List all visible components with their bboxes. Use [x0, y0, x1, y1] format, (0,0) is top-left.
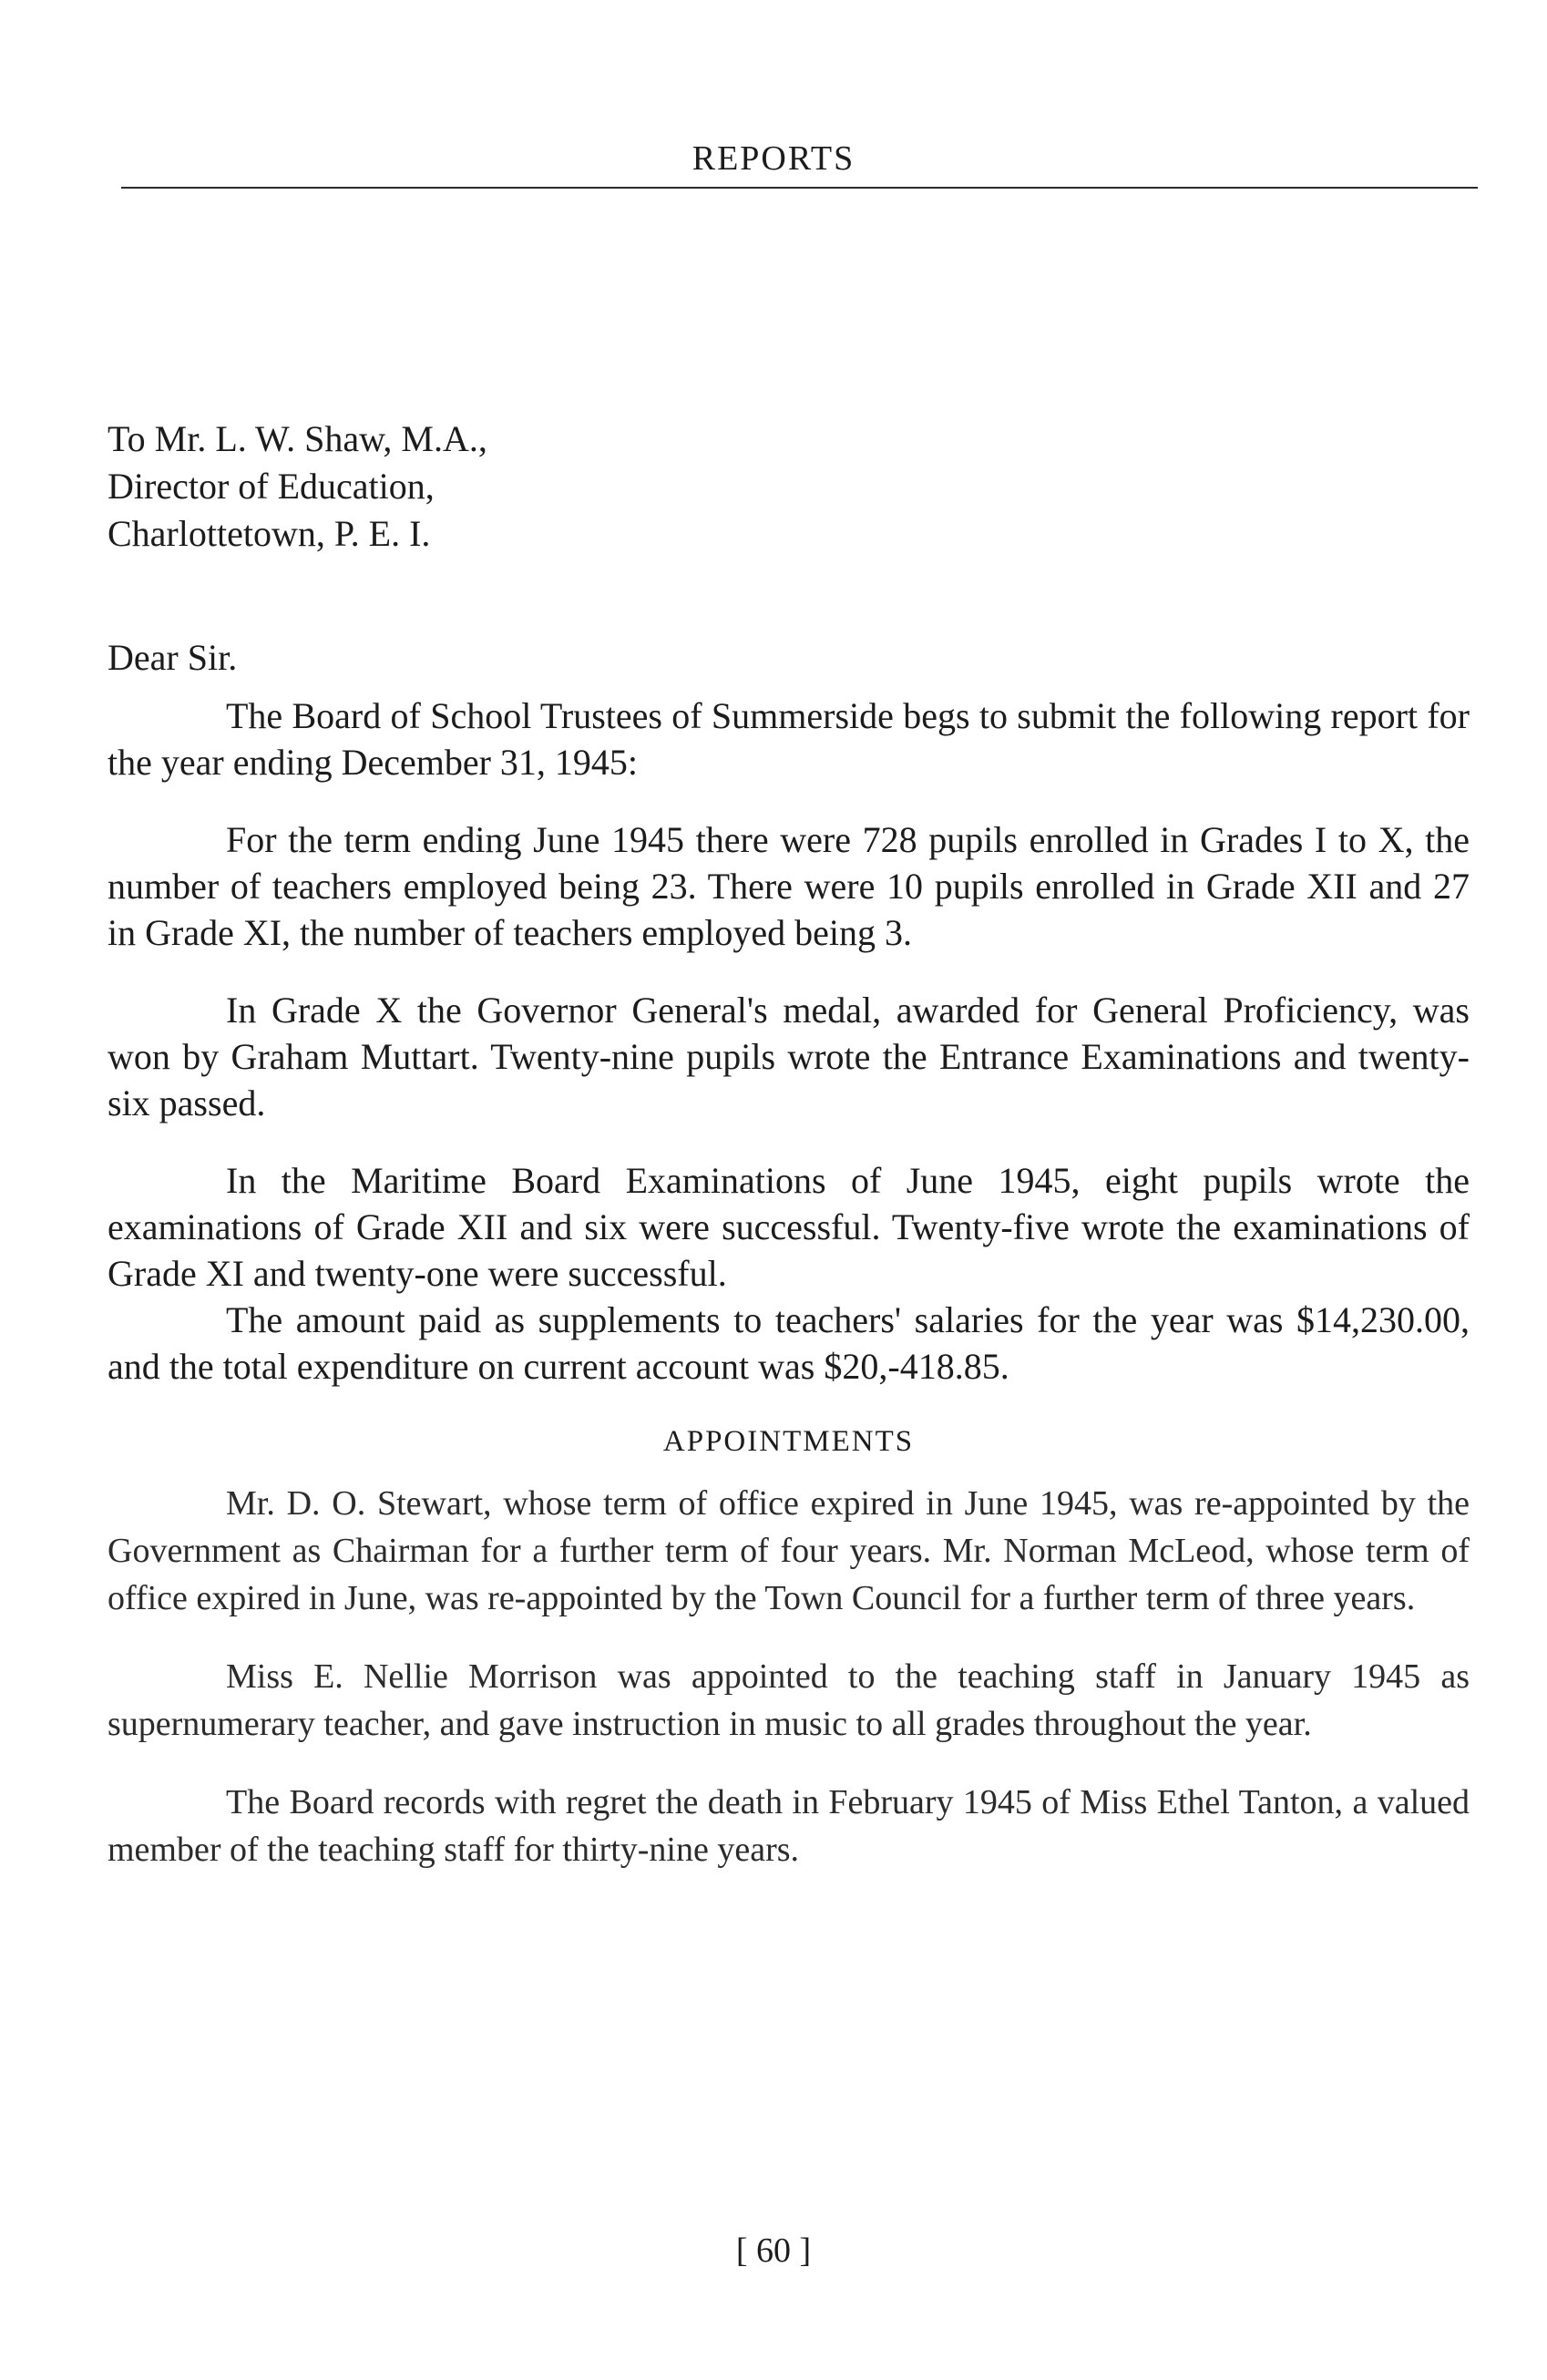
salutation: Dear Sir. [108, 637, 238, 678]
expenditure-paragraph: The amount paid as supplements to teachers' salaries for the year was $14,230.00, and the total expenditure on current account was $20,-418.85. [108, 1299, 1470, 1387]
appointments-heading: APPOINTMENTS [662, 1425, 915, 1458]
page-number: [ 60 ] [735, 2231, 812, 2270]
medal-paragraph: In Grade X the Governor General's medal, awarded for General Proficiency, was won by Graham Muttart. Twenty-nine pupils wrote the Entrance Examinations and twenty-six passed. [108, 990, 1470, 1123]
appointments-paragraph-2: Miss E. Nellie Morrison was appointed to the teaching staff in January 1945 as supernumerary teacher, and gave instruction in music to all grades throughout the year. [108, 1657, 1470, 1743]
intro-paragraph: The Board of School Trustees of Summerside begs to submit the following report for the year ending December 31, 1945: [108, 695, 1470, 783]
addressee-line-3: Charlottetown, P. E. I. [108, 513, 431, 554]
addressee-line-2: Director of Education, [108, 466, 435, 507]
report-body [108, 692, 1470, 1873]
running-header: REPORTS [692, 139, 855, 178]
enrollment-paragraph: For the term ending June 1945 there were 728 pupils enrolled in Grades I to X, the number of teachers employed being 23. There were 10 pupils enrolled in Grade XII and 27 in Grade XI, the number of teachers employed being 3. [108, 819, 1470, 953]
examinations-paragraph: In the Maritime Board Examinations of June 1945, eight pupils wrote the examinations of Grade XII and six were successful. Twenty-five wrote the examinations of Grade XI and twenty-one were successful. [108, 1160, 1470, 1294]
addressee-line-1: To Mr. L. W. Shaw, M.A., [108, 418, 487, 459]
appointments-paragraph-3: The Board records with regret the death in February 1945 of Miss Ethel Tanton, a valued member of the teaching staff for thirty-nine years. [108, 1783, 1470, 1869]
header-rule [121, 187, 1478, 189]
appointments-paragraph-1: Mr. D. O. Stewart, whose term of office expired in June 1945, was re-appointed by the Government as Chairman for a further term of four years. Mr. Norman McLeod, whose term of office expired in June, was re-appointed by the Town Council for a further term of three years. [108, 1484, 1470, 1617]
addressee-block [108, 415, 487, 558]
